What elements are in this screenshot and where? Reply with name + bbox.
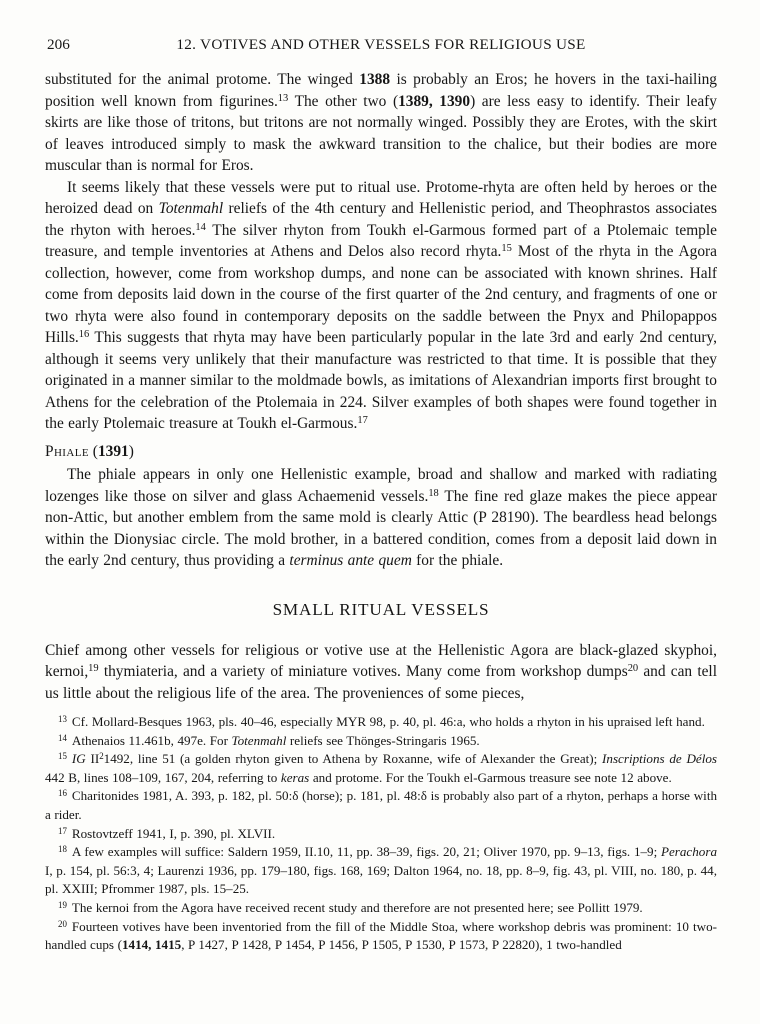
footnote-number: 16 [58,788,67,799]
text-run: 19 [88,663,99,675]
text-run: terminus ante quem [289,552,412,569]
footnote-text: Charitonides 1981, A. 393, p. 182, pl. 50:δ (horse); p. 181, pl. 48:δ is probably also part of a rhyton, perhaps a horse with a rider. [45,788,717,822]
footnote-18 [45,843,717,899]
text-run: 2 [99,751,104,762]
footnote-20 [45,918,717,955]
footnote-16 [45,787,717,824]
text-run: 1414, 1415 [121,937,182,953]
footnote-number: 13 [58,714,67,724]
footnotes-section [45,713,717,955]
section-heading-small-ritual-vessels: SMALL RITUAL VESSELS [272,599,490,619]
footnote-13 [45,713,717,732]
footnote-14 [45,732,717,751]
footnote-text: IG $II^21492$, line 51 (a golden rhyton given to Athena by Roxanne, wife of Alexander the Great); Inscriptions de Délos 442 B, lines 108–109, 167, 204, referring to keras and protome. For the Toukh el-Garmous treasure see note 12 above. [45,751,717,785]
paragraph-continued: substituted for the animal protome. The winged 1388 is probably an Eros; he hovers in the taxi-hailing position well known from figurines.$^{13}$ The other two (1389, 1390) are less easy to identify. Their leafy skirts are like those of tritons, but tritons are not normally winged. Possibly they are Erotes, with the skirt of leaves introduced simply to mask the awkward transition to the chalice, but their bodies are more muscular than is normal for Eros. [45,71,717,174]
text-run: Totenmahl [231,732,287,748]
footnote-number: 18 [58,844,67,855]
paragraph-small-ritual-vessels: Chief among other vessels for religious or votive use at the Hellenistic Agora are black-glazed skyphoi, kernoi,$^{19}$ thymiateria, and a variety of miniature votives. Many come from workshop dumps$^{20}$ and can tell us little about the religious life of the area. The proveniences of some pieces, [45,641,717,702]
footnote-19 [45,899,717,918]
running-header-title: 12. VOTIVES AND OTHER VESSELS FOR RELIGIOUS USE [176,36,586,53]
text-run: 1388 [359,71,391,88]
paragraph-phiale: The phiale appears in only one Hellenistic example, broad and shallow and marked with radiating lozenges like those on silver and glass Achaemenid vessels.$^{18}$ The fine red glaze makes the piece appear non-Attic, but another emblem from the same mold is clearly Attic (P 28190). The beardless head belongs within the Dionysiac circle. The mold brother, in a battered condition, comes from a deposit laid down in the early 2nd century, thus providing a terminus ante quem for the phiale. [45,466,717,569]
footnote-number: 15 [58,751,67,762]
text-run: Perachora [660,844,717,860]
text-run: 18 [428,487,439,499]
main-text-block [45,69,717,704]
footnote-text: Athenaios 11.461b, 497e. For Totenmahl reliefs see Thönges-Stringaris 1965. [71,732,480,748]
text-run: Phiale [45,442,89,460]
text-run: 13 [277,92,289,104]
text-run: Totenmahl [158,200,224,217]
text-run: 1391 [97,442,129,460]
text-run: 17 [357,415,368,427]
footnote-text: Cf. Mollard-Besques 1963, pls. 40–46, especially MYR 98, p. 40, pl. 46:a, who holds a rhyton in his upraised left hand. [71,714,705,729]
footnote-15 [45,750,717,787]
footnote-text: Rostovtzeff 1941, I, p. 390, pl. XLVII. [71,825,276,841]
text-run: 15 [501,243,512,255]
running-head [45,36,717,56]
text-run: keras [280,769,310,785]
paragraph-ritual-use: It seems likely that these vessels were put to ritual use. Protome-rhyta are often held by heroes or the heroized dead on Totenmahl reliefs of the 4th century and Hellenistic period, and Theophrastos associates the rhyton with heroes.$^{14}$ The silver rhyton from Toukh el-Garmous formed part of a Ptolemaic temple treasure, and temple inventories at Athens and Delos also record rhyta.$^{15}$ Most of the rhyta in the Agora collection, however, come from workshop dumps, and none can be associated with known shrines. Half come from deposits laid down in the course of the first quarter of the 2nd century, and fragments of one or two rhyta were also found in contemporary deposits on the saddle between the Pnyx and Philopappos Hills.$^{16}$ This suggests that rhyta may have been particularly popular in the late 3rd and early 2nd century, although it seems very unlikely that their manufacture was restricted to that time. It is possible that they originated in a manner similar to the moldmade bowls, as imitations of Alexandrian imports first brought to Athens for the celebration of the Ptolemaia in 224. Silver examples of both shapes were found together in the early Ptolemaic treasure at Toukh el-Garmous.$^{17}$ [45,178,718,432]
text-run: 14 [195,221,206,233]
text-run: Inscriptions de Délos [602,751,717,767]
subsection-heading-phiale: Phiale (1391) [45,442,134,460]
footnote-text: A few examples will suffice: Saldern 1959, II.10, 11, pp. 38–39, figs. 20, 21; Oliver 1970, pp. 9–13, figs. 1–9; Perachora I, p. 154, pl. 56:3, 4; Laurenzi 1936, pp. 179–180, figs. 168, 169; Dalton 1964, no. 18, pp. 8–9, fig. 43, pl. VIII, no. 180, p. 44, pl. XXIII; Pfrommer 1987, pls. 15–25. [45,844,717,897]
footnote-17 [45,825,717,844]
footnote-text: The kernoi from the Agora have received recent study and therefore are not presented here; see Pollitt 1979. [71,899,643,915]
text-run: 1389, 1390 [398,92,471,110]
text-run: 20 [627,663,639,675]
page-number: 206 [47,36,70,53]
footnote-text: Fourteen votives have been inventoried from the fill of the Middle Stoa, where workshop debris was prominent: 10 two-handled cups (1414, 1415, P 1427, P 1428, P 1454, P 1456, P 1505, P 1530, P 1573, P 22820), 1 two-handled [45,918,717,953]
text-run: 16 [78,329,90,341]
text-run: IG [71,751,86,767]
footnote-number: 14 [58,732,67,743]
footnote-number: 20 [58,918,67,929]
footnote-number: 19 [58,899,67,910]
footnote-number: 17 [58,825,67,836]
